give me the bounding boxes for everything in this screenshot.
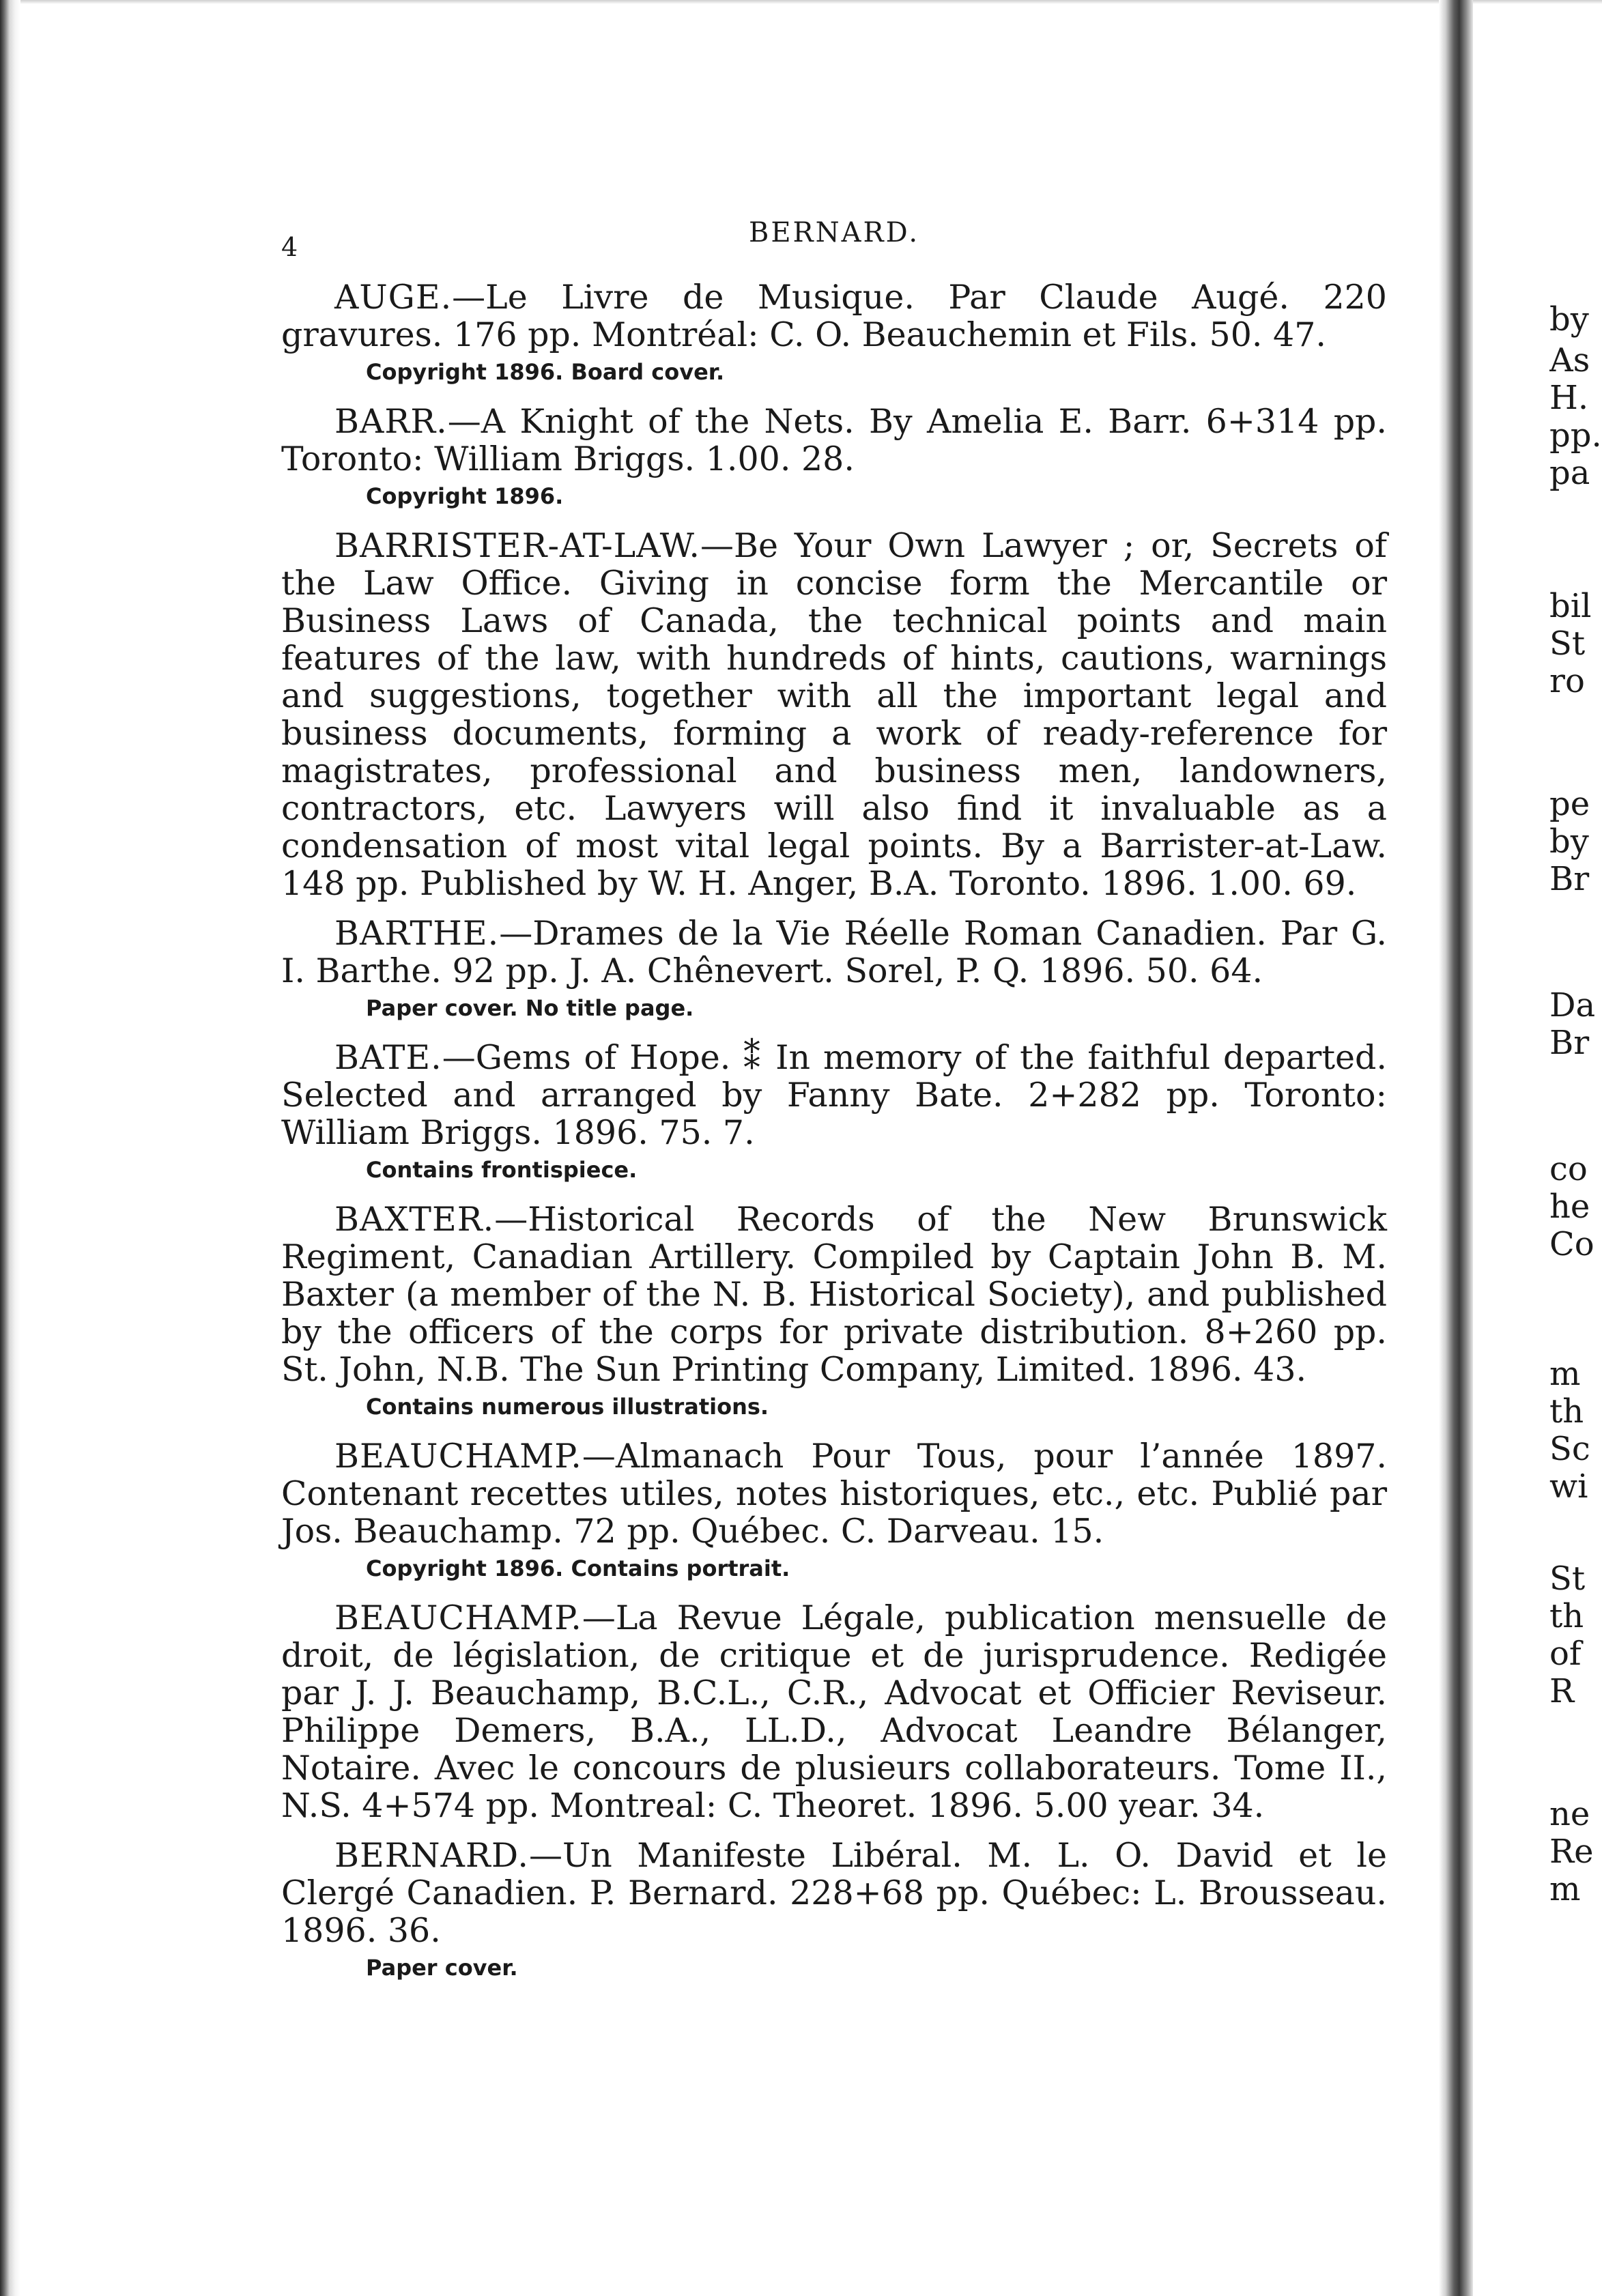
catalog-entry (281, 1039, 1387, 1183)
catalog-entry (281, 915, 1387, 1021)
adjacent-fragment: Sc (1549, 1430, 1590, 1468)
entry-text (281, 1039, 1387, 1151)
entry-list (281, 278, 1387, 1998)
adjacent-fragment: St (1549, 625, 1586, 663)
book-gutter (1439, 0, 1473, 2296)
adjacent-fragment: wi (1549, 1467, 1588, 1506)
entry-body: —Historical Records of the New Brunswick Regiment, Canadian Artillery. Compiled by Captain John B. M. Baxter (a member of the N. B. Historical Society), and published by the officers of the corps for private distribution. 8+260 pp. St. John, N.B. The Sun Printing Company, Limited. 1896. 43. (281, 1200, 1387, 1389)
entry-body: —Un Manifeste Libéral. M. L. O. David et le Clergé Canadien. P. Bernard. 228+68 pp. Québec: L. Brousseau. 1896. 36. (281, 1836, 1387, 1950)
adjacent-fragment: pp. (1549, 416, 1602, 455)
entry-heading: BATE. (334, 1038, 442, 1077)
entry-text (281, 403, 1387, 478)
entry-heading: BAXTER. (334, 1200, 495, 1239)
entry-text (281, 1837, 1387, 1949)
adjacent-fragment: co (1549, 1150, 1588, 1188)
entry-body: —Be Your Own Lawyer ; or, Secrets of the Law Office. Giving in concise form the Mercantile or Business Laws of Canada, the technical points and main features of the law, with hundreds of hints, cautions, warnings and suggestions, together with all the important legal and business documents, forming a work of ready-reference for magistrates, professional and business men, landowners, contractors, etc. Lawyers will also find it invaluable as a condensation of most vital legal points. By a Barrister-at-Law. 148 pp. Published by W. H. Anger, B.A. Toronto. 1896. 1.00. 69. (281, 526, 1387, 903)
entry-text (281, 1437, 1387, 1550)
adjacent-fragment: As (1549, 341, 1590, 379)
adjacent-fragment: H. (1549, 379, 1589, 417)
adjacent-fragment: Re (1549, 1833, 1594, 1871)
page-top-edge (0, 0, 1602, 4)
entry-note: Copyright 1896. Board cover. (366, 359, 725, 385)
adjacent-fragment: th (1549, 1392, 1584, 1431)
entry-body: —Gems of Hope. ⁑ In memory of the faithful departed. Selected and arranged by Fanny Bate. 2+282 pp. Toronto: William Briggs. 1896. 75. 7. (281, 1038, 1387, 1152)
entry-note: Copyright 1896. Contains portrait. (366, 1555, 790, 1581)
adjacent-fragment: he (1549, 1188, 1590, 1226)
catalog-entry (281, 1437, 1387, 1581)
adjacent-fragment: pa (1549, 454, 1590, 492)
page-number: 4 (281, 232, 298, 262)
adjacent-fragment: th (1549, 1597, 1584, 1635)
entry-text (281, 915, 1387, 990)
adjacent-fragment: ne (1549, 1795, 1590, 1833)
adjacent-fragment: Br (1549, 1024, 1590, 1062)
entry-body: —La Revue Légale, publication mensuelle de droit, de législation, de critique et de jurisprudence. Redigée par J. J. Beauchamp, B.C.L., C.R., Advocat et Officier Reviseur. Philippe Demers, B.A., LL.D., Advocat Leandre Bélanger, Notaire. Avec le concours de plusieurs collaborateurs. Tome II., N.S. 4+574 pp. Montreal: C. Theoret. 1896. 5.00 year. 34. (281, 1598, 1387, 1825)
running-head: BERNARD. (748, 217, 920, 248)
adjacent-fragment: m (1549, 1355, 1581, 1393)
adjacent-fragment: ro (1549, 662, 1585, 700)
entry-heading: BEAUCHAMP. (334, 1598, 582, 1637)
entry-heading: BARR. (334, 402, 448, 441)
adjacent-fragment: Br (1549, 860, 1590, 898)
entry-heading: BEAUCHAMP. (334, 1437, 582, 1476)
catalog-entry (281, 527, 1387, 902)
catalog-entry (281, 1837, 1387, 1981)
adjacent-fragment: of (1549, 1635, 1582, 1673)
entry-heading: BARTHE. (334, 914, 500, 953)
entry-note: Paper cover. No title page. (366, 995, 694, 1021)
entry-body: —Drames de la Vie Réelle Roman Canadien. Par G. I. Barthe. 92 pp. J. A. Chênevert. Sorel, P. Q. 1896. 50. 64. (281, 914, 1387, 990)
adjacent-page (1549, 0, 1602, 2296)
entry-heading: AUGE. (334, 278, 453, 317)
entry-heading: BARRISTER-AT-LAW. (334, 526, 700, 565)
catalog-entry (281, 403, 1387, 509)
adjacent-fragment: pe (1549, 785, 1590, 823)
entry-note: Contains numerous illustrations. (366, 1394, 769, 1420)
adjacent-fragment: bil (1549, 587, 1592, 625)
entry-text (281, 278, 1387, 354)
adjacent-fragment: by (1549, 300, 1589, 339)
adjacent-fragment: Da (1549, 986, 1596, 1024)
catalog-entry (281, 278, 1387, 385)
entry-text (281, 1201, 1387, 1388)
adjacent-fragment: Co (1549, 1225, 1594, 1263)
entry-body: —Le Livre de Musique. Par Claude Augé. 220 gravures. 176 pp. Montréal: C. O. Beauchemin et Fils. 50. 47. (281, 278, 1387, 354)
adjacent-fragment: St (1549, 1560, 1586, 1598)
entry-note: Paper cover. (366, 1955, 518, 1981)
entry-heading: BERNARD. (334, 1836, 529, 1875)
entry-body: —A Knight of the Nets. By Amelia E. Barr. 6+314 pp. Toronto: William Briggs. 1.00. 28. (281, 402, 1387, 478)
adjacent-fragment: m (1549, 1870, 1581, 1908)
scan-left-edge (0, 0, 20, 2296)
entry-body: —Almanach Pour Tous, pour l’année 1897. Contenant recettes utiles, notes historiques, etc., etc. Publié par Jos. Beauchamp. 72 pp. Québec. C. Darveau. 15. (281, 1437, 1387, 1551)
entry-text (281, 527, 1387, 902)
adjacent-fragment: by (1549, 822, 1589, 861)
catalog-entry (281, 1201, 1387, 1420)
entry-note: Contains frontispiece. (366, 1157, 638, 1183)
catalog-entry (281, 1599, 1387, 1824)
entry-note: Copyright 1896. (366, 483, 564, 509)
entry-text (281, 1599, 1387, 1824)
adjacent-fragment: R (1549, 1672, 1575, 1710)
